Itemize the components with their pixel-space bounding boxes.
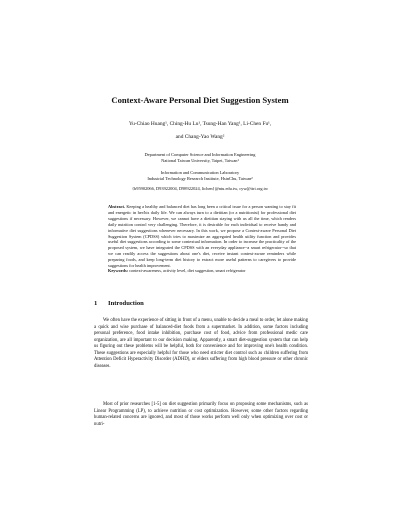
affiliation-ntu (40, 152, 360, 164)
affiliation-itri (40, 170, 360, 182)
authors-line-2: and Chang-Yao Wang² (175, 134, 225, 140)
authors-line-1: Yu-Chiao Huang¹, Ching-Hu Lu¹, Tsung-Han Yang¹, Li-Chen Fu¹, (128, 121, 272, 127)
keywords-label: Keywords: (108, 268, 129, 273)
abstract-label: Abstract. (108, 204, 126, 209)
intro-paragraph-2: Most of prior researches [1-5] on diet suggestion primarily focus on proposing some mechanisms, such as Linear Programming (LP), to achieve nutrition or cost optimization. However, some other factors regarding human-related concerns are ignored, and most of those works perform well only when optimizing over cost or nutri- (94, 402, 308, 427)
abstract (108, 204, 296, 269)
author-list (40, 120, 360, 142)
author-emails: {b95902066, D93922004, D98922024, lichen}@ntu.edu.tw, cyw@itri.org.tw (131, 186, 269, 191)
keywords-text: context-awareness, activity level, diet suggestion, smart refrigerator (129, 268, 246, 273)
paper-title: Context-Aware Personal Diet Suggestion System (111, 95, 289, 105)
affiliation-itri-institute: Industrial Technology Research Institute, HsinChu, Taiwan² (147, 176, 253, 182)
section-title: Introduction (108, 300, 144, 307)
affiliation-itri-lab: Information and Communication Laboratory (160, 170, 240, 175)
abstract-text: Keeping a healthy and balanced diet has long been a critical issue for a person wanting to stay fit and energetic in her/his daily life. We can always turn to a dietitian (or a nutritionist) for professional diet suggestions if necessary. However, we cannot have a dietitian staying with us all the time, which renders daily nutrition control very challenging. Therefore, it is desirable for each individual to receive handy and informative diet suggestions whenever necessary. In this work, we propose a Context-aware Personal Diet Suggestion System (CPDSS) which tries to maximize an aggregated health utility function and provides useful diet suggestions according to some contextual information. In order to increase the practicality of the proposed system, we have integrated the CPDSS with an everyday appliance--a smart refrigerator--so that we can readily access the suggestions about one's diet, receive instant context-aware reminders while preparing foods, and keep long-term diet history to extract more useful patterns to caregivers to provide suggestions for health improvement. (108, 204, 296, 269)
affiliation-ntu-department: Department of Computer Science and Information Engineering (144, 152, 256, 157)
section-heading-introduction (94, 300, 144, 308)
intro-paragraph-1: We often have the experience of sitting in front of a menu, unable to decide a meal to order, let alone making a quick and wise purchase of balanced-diet foods from a supermarket. In addition, some factors including personal preference, food intake inhibition, purchase cost of food, advice from professional medic care organization, are all important to our decision making. Apparently, a smart diet-suggestion system that can help us figuring out these problems will be helpful, both for convenience and for improving one's health condition. These suggestions are especially helpful for those who need stricter diet control such as children suffering from Attention Deficit Hyperactivity Disorder (ADHD), or elders suffering from high blood pressure or other chronic diseases. (94, 318, 308, 369)
affiliation-ntu-university: National Taiwan University, Taipei, Taiwan¹ (161, 158, 239, 164)
section-number: 1 (94, 300, 98, 307)
keywords (108, 268, 296, 274)
